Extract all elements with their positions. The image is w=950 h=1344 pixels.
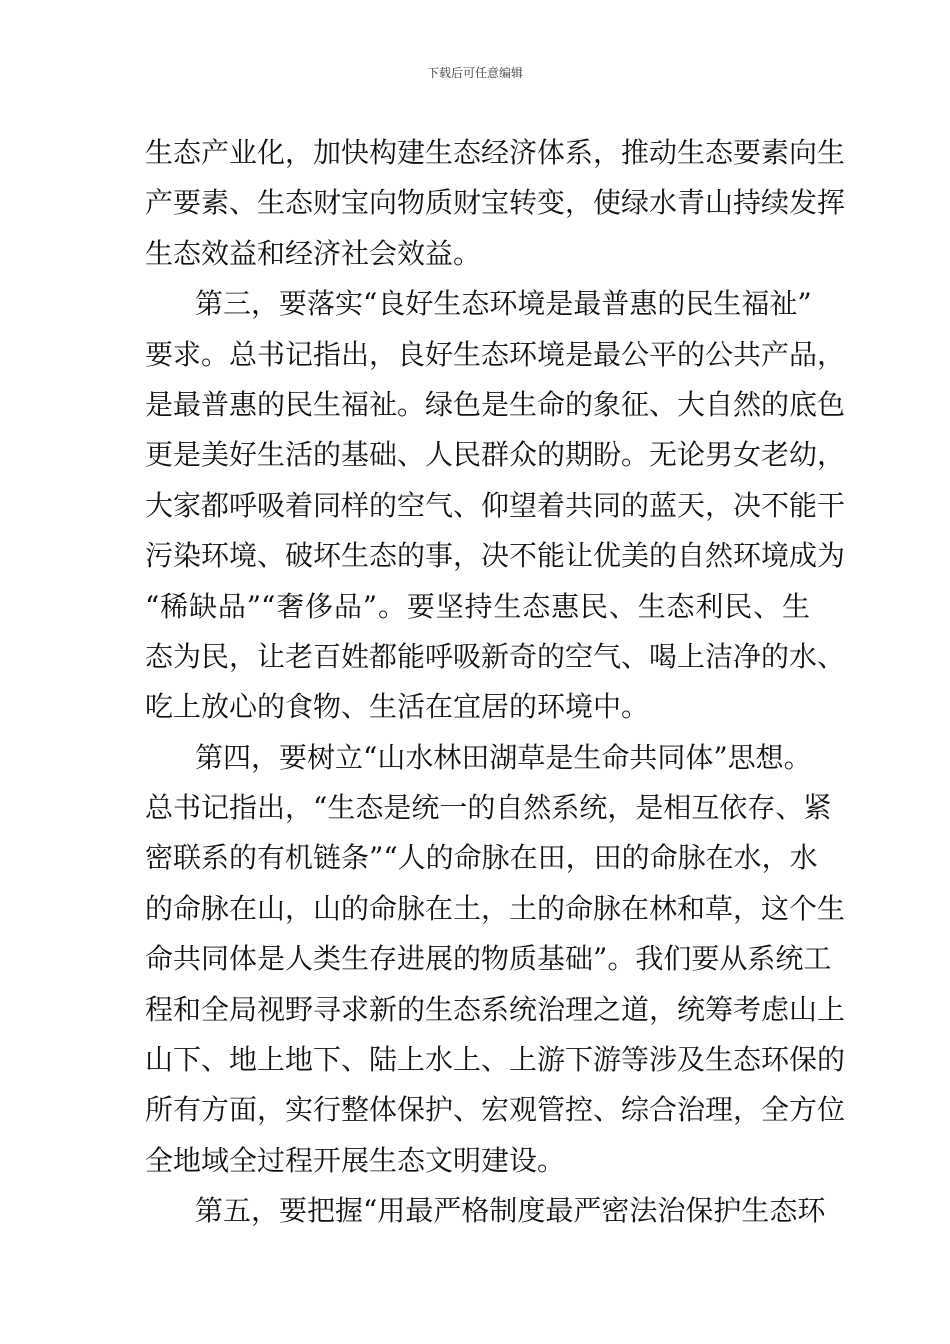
text-line: 总书记指出，“生态是统一的自然系统，是相互依存、紧 [145,791,832,825]
text-line: 命共同体是人类生存进展的物质基础”。我们要从系统工 [145,942,832,976]
text-line: 态为民，让老百姓都能呼吸新奇的空气、喝上洁净的水、 [145,639,846,673]
text-line: 大家都呼吸着同样的空气、仰望着共同的蓝天，决不能干 [145,488,846,522]
page-header: 下载后可任意编辑 [426,66,523,80]
text-line: 所有方面，实行整体保护、宏观管控、综合治理，全方位 [145,1093,846,1127]
text-line: 生态效益和经济社会效益。 [145,236,482,270]
text-line: 山下、地上地下、陆上水上、上游下游等涉及生态环保的 [145,1043,846,1077]
text-line: 要求。总书记指出，良好生态环境是最公平的公共产品， [145,337,846,371]
text-line: 程和全局视野寻求新的生态系统治理之道，统筹考虑山上 [145,992,846,1026]
text-line: 产要素、生态财宝向物质财宝转变，使绿水青山持续发挥 [145,186,846,220]
text-line: 更是美好生活的基础、人民群众的期盼。无论男女老幼， [145,438,846,472]
text-line: 第三，要落实“良好生态环境是最普惠的民生福祉” [195,287,812,321]
text-line: 全地域全过程开展生态文明建设。 [145,1143,566,1177]
text-line: 是最普惠的民生福祉。绿色是生命的象征、大自然的底色 [145,387,846,421]
text-line: 生态产业化，加快构建生态经济体系，推动生态要素向生 [145,136,846,169]
text-line: “稀缺品”“奢侈品”。要坚持生态惠民、生态利民、生 [145,589,810,623]
text-line: 吃上放心的食物、生活在宜居的环境中。 [145,690,650,724]
text-line: 第四，要树立“山水林田湖草是生命共同体”思想。 [195,740,812,774]
text-line: 的命脉在山，山的命脉在土，土的命脉在林和草，这个生 [145,891,846,925]
text-line: 污染环境、破坏生态的事，决不能让优美的自然环境成为 [145,539,846,573]
document-body [145,128,846,1237]
text-line: 第五，要把握“用最严格制度最严密法治保护生态环 [195,1194,826,1228]
text-line: 密联系的有机链条”“人的命脉在田，田的命脉在水，水 [145,841,818,875]
